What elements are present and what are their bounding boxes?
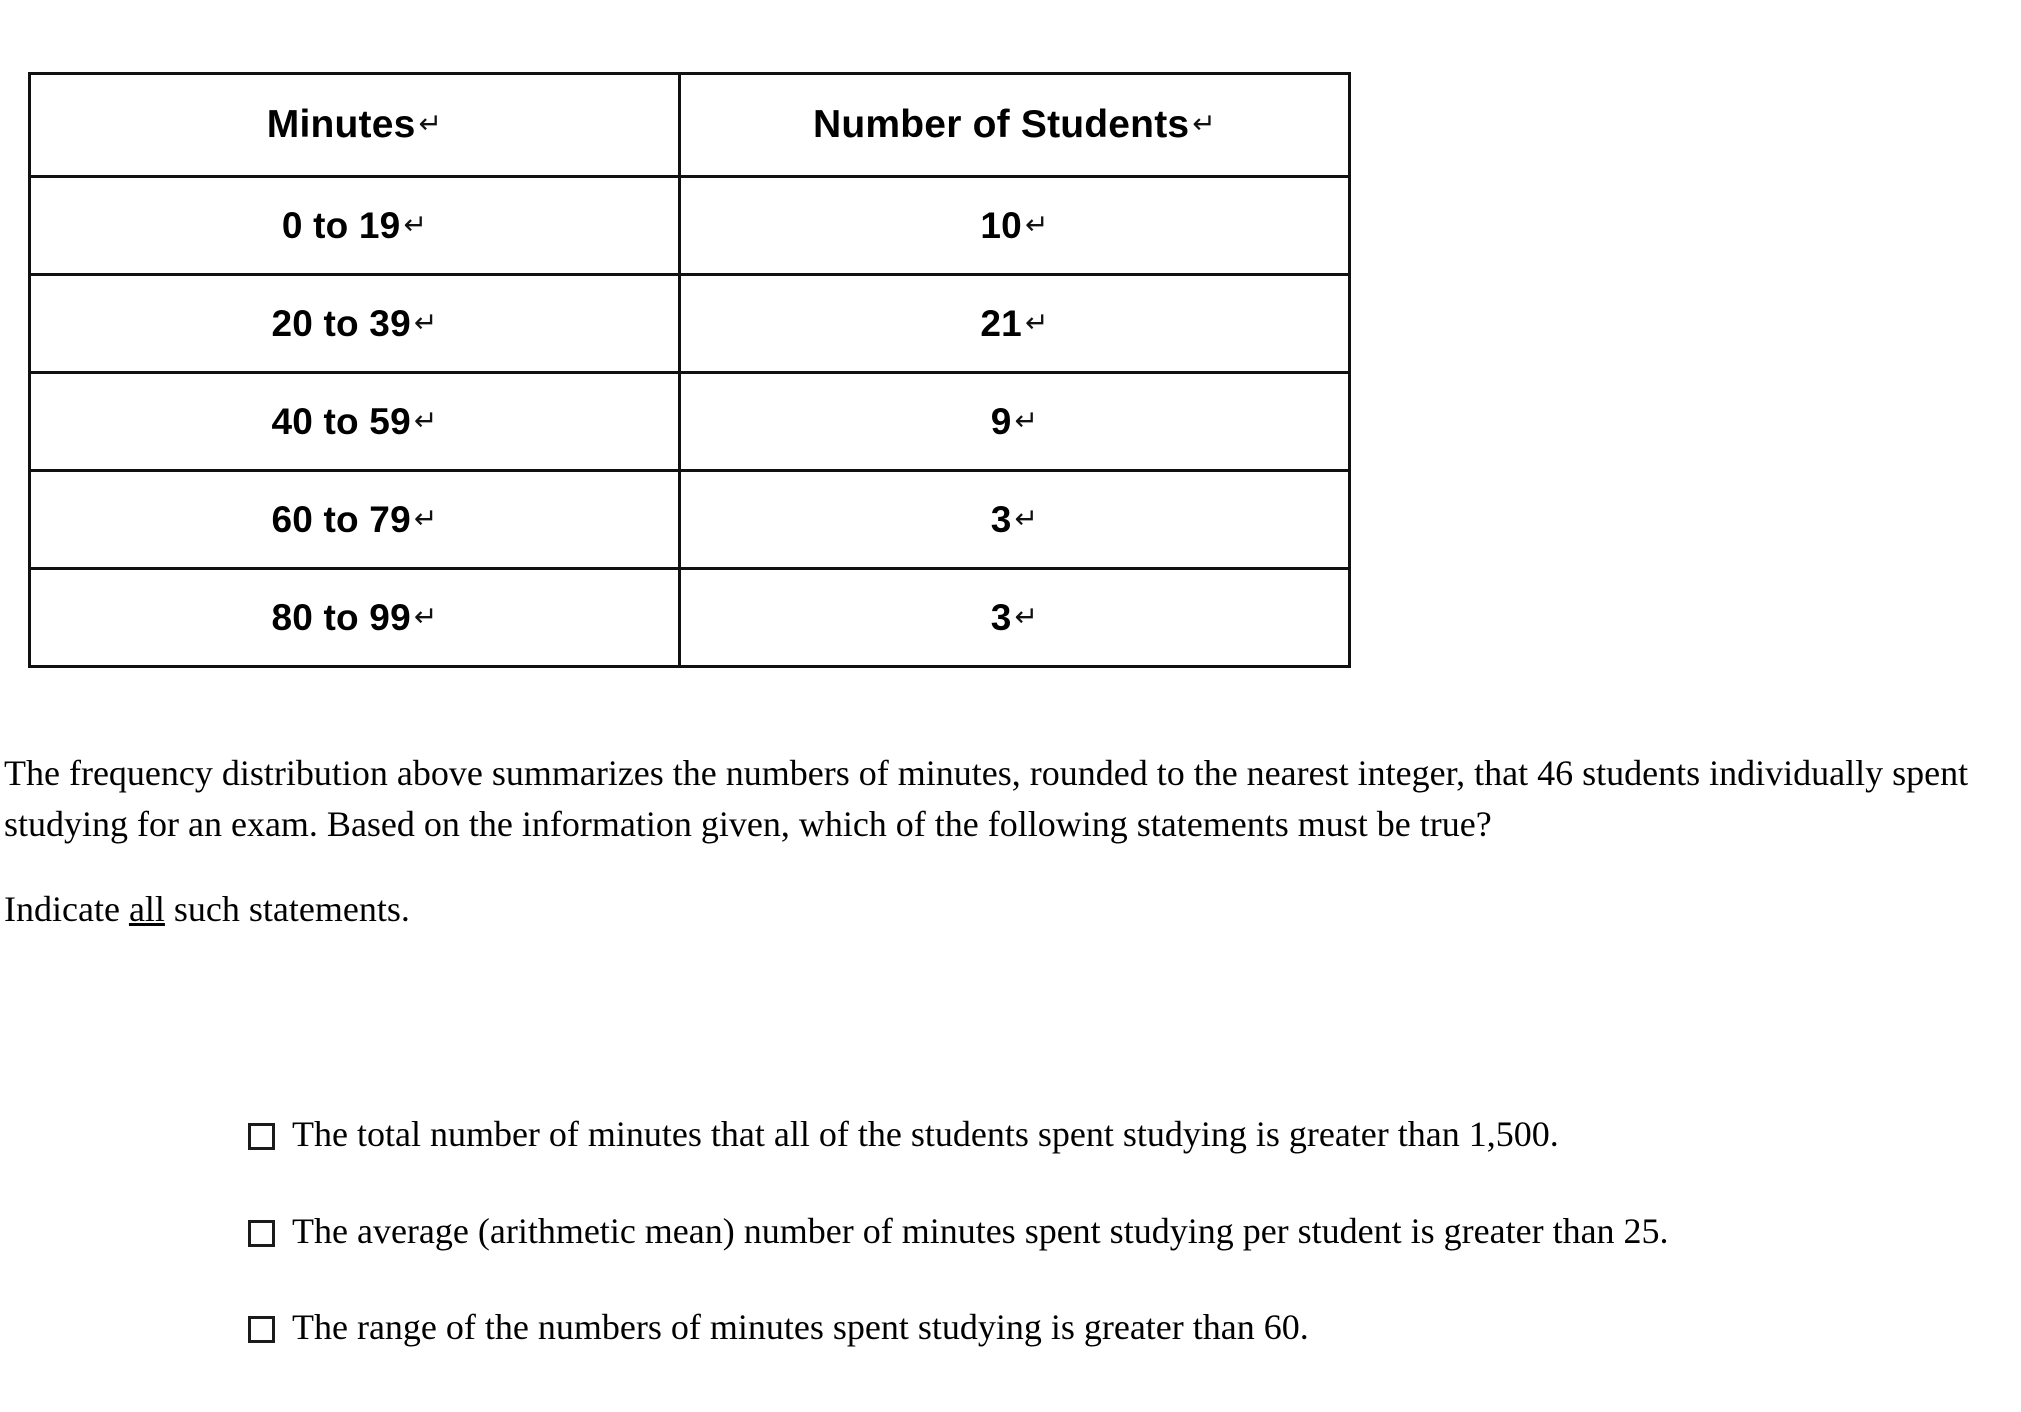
table-cell-students <box>680 471 1350 569</box>
table-header-number-of-students <box>680 74 1350 177</box>
table-header-number-of-students-text: Number of Students <box>813 103 1190 146</box>
paragraph-mark-icon: ↵ <box>413 403 438 437</box>
paragraph-mark-icon: ↵ <box>1192 107 1216 140</box>
choice-item[interactable] <box>248 1207 1988 1256</box>
table-cell-students <box>680 275 1350 373</box>
table-cell-minutes <box>30 373 680 471</box>
paragraph-mark-icon: ↵ <box>403 207 428 241</box>
table-row <box>30 569 1350 667</box>
checkbox-icon[interactable] <box>248 1123 275 1150</box>
table-cell-students-text: 9 <box>990 400 1012 442</box>
table-cell-minutes-text: 20 to 39 <box>271 302 411 344</box>
table-row <box>30 177 1350 275</box>
instruction-line <box>4 884 2014 935</box>
table-row <box>30 373 1350 471</box>
table-header-minutes <box>30 74 680 177</box>
table-row <box>30 471 1350 569</box>
table-cell-minutes-text: 80 to 99 <box>271 596 411 638</box>
choice-label: The total number of minutes that all of the students spent studying is greater than 1,500. <box>292 1114 1559 1154</box>
frequency-distribution-table <box>28 72 1351 668</box>
choice-label: The range of the numbers of minutes spent studying is greater than 60. <box>292 1307 1309 1348</box>
instruction-suffix: such statements. <box>164 889 410 930</box>
table-cell-students-text: 10 <box>980 204 1022 246</box>
paragraph-mark-icon: ↵ <box>413 305 438 339</box>
table-cell-minutes <box>30 177 680 275</box>
checkbox-icon[interactable] <box>248 1220 275 1247</box>
table-cell-students-text: 3 <box>990 498 1012 540</box>
table-cell-minutes-text: 60 to 79 <box>271 498 411 540</box>
choice-item[interactable] <box>248 1303 1988 1352</box>
paragraph-mark-icon: ↵ <box>418 107 443 140</box>
table-cell-students-text: 21 <box>980 302 1022 344</box>
table-cell-minutes <box>30 471 680 569</box>
answer-choices <box>248 1110 1988 1400</box>
paragraph-mark-icon: ↵ <box>1024 207 1049 241</box>
table-row <box>30 275 1350 373</box>
paragraph-mark-icon: ↵ <box>1014 403 1039 437</box>
paragraph-mark-icon: ↵ <box>1024 305 1049 339</box>
question-prose <box>4 748 2014 969</box>
table-cell-minutes <box>30 275 680 373</box>
table-cell-students <box>680 569 1350 667</box>
choice-item[interactable] <box>248 1110 1988 1159</box>
paragraph-mark-icon: ↵ <box>1014 599 1039 633</box>
table-header-minutes-text: Minutes <box>266 103 416 146</box>
choice-label: The average (arithmetic mean) number of minutes spent studying per student is greater than 25. <box>292 1210 1669 1251</box>
table-cell-minutes <box>30 569 680 667</box>
checkbox-icon[interactable] <box>248 1316 275 1343</box>
table-cell-students <box>680 177 1350 275</box>
table-cell-students <box>680 373 1350 471</box>
paragraph-mark-icon: ↵ <box>413 599 438 633</box>
table-header-row <box>30 74 1350 177</box>
instruction-emphasis: all <box>128 889 165 930</box>
instruction-prefix: Indicate <box>4 889 129 930</box>
table-cell-minutes-text: 40 to 59 <box>271 400 411 442</box>
table-cell-minutes-text: 0 to 19 <box>281 204 401 246</box>
table-cell-students-text: 3 <box>990 596 1012 638</box>
paragraph-mark-icon: ↵ <box>413 501 438 535</box>
paragraph-mark-icon: ↵ <box>1014 501 1039 535</box>
question-stem: The frequency distribution above summarizes the numbers of minutes, rounded to the nearest integer, that 46 students individually spent studying for an exam. Based on the information given, which of the following statements must be true? <box>4 753 1969 845</box>
